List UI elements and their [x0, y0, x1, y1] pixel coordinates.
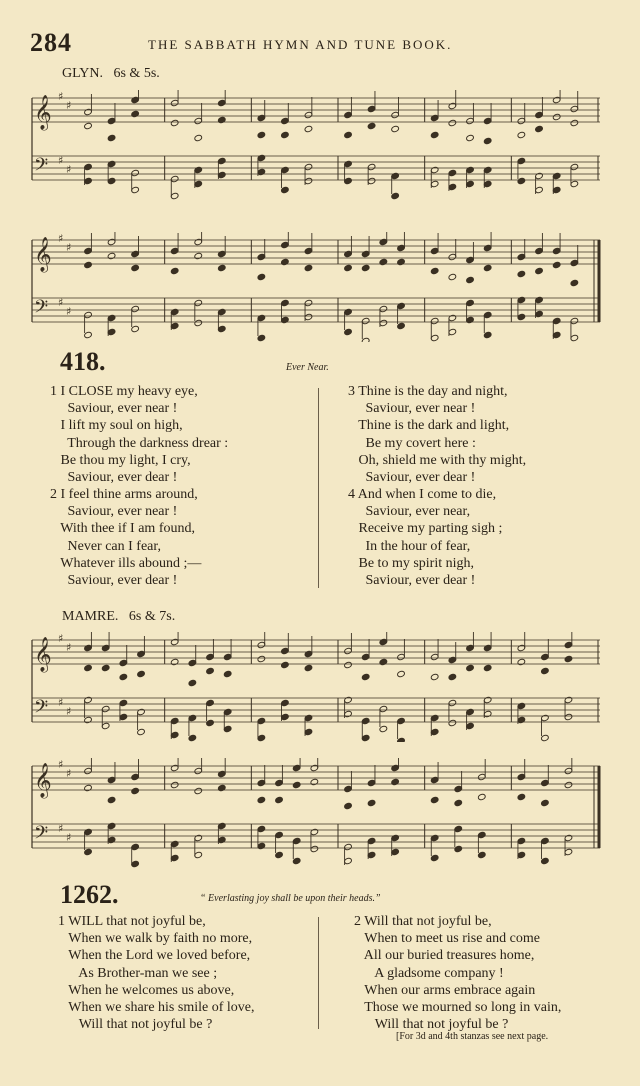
tune-meter: 6s & 7s. [128, 609, 176, 624]
footnote: [For 3d and 4th stanzas see next page. [396, 1031, 549, 1042]
music-system [28, 632, 604, 742]
svg-text:♯: ♯ [58, 632, 64, 645]
svg-text:♯: ♯ [66, 163, 72, 176]
svg-text:♯: ♯ [58, 696, 64, 709]
svg-text:♯: ♯ [66, 767, 72, 780]
svg-text:♯: ♯ [66, 241, 72, 254]
music-system [28, 758, 604, 868]
hymn-epigraph: “ Everlasting joy shall be upon their heads.” [200, 893, 381, 904]
svg-text:♯: ♯ [66, 641, 72, 654]
stanza: 3 Thine is the day and night, Saviour, ever near ! Thine is the dark and light, Be my covert here : Oh, shield me with thy might, Saviour, ever dear ! [348, 384, 527, 486]
svg-text:♯: ♯ [58, 822, 64, 835]
hymn-number: 1262. [60, 880, 119, 909]
svg-text:♯: ♯ [58, 232, 64, 245]
stanza: 2 I feel thine arms around, Saviour, ever near ! With thee if I am found, Never can I fear, Whatever ills abound ;— Saviour, ever dear ! [50, 487, 202, 589]
hymn-number: 418. [60, 347, 106, 376]
svg-text:♯: ♯ [58, 758, 64, 771]
hymn-title: Ever Near. [286, 362, 329, 373]
svg-text:♯: ♯ [66, 305, 72, 318]
stanza: 2 Will that not joyful be, When to meet us rise and come All our buried treasures home, A gladsome company ! When our arms embrace again Those we mourned so long in vain, Will that not joyful be ? [354, 914, 562, 1033]
svg-text:♯: ♯ [58, 154, 64, 167]
column-divider [318, 388, 319, 588]
svg-text:𝄞: 𝄞 [34, 95, 52, 130]
svg-text:♯: ♯ [66, 99, 72, 112]
svg-text:𝄢: 𝄢 [34, 823, 49, 848]
tune-meter: 6s & 5s. [113, 66, 160, 81]
tune-title-glyn [62, 66, 160, 82]
music-system [28, 90, 604, 200]
svg-text:♯: ♯ [58, 90, 64, 103]
svg-text:𝄢: 𝄢 [34, 697, 49, 722]
svg-text:𝄞: 𝄞 [34, 763, 52, 798]
stanza: 4 And when I come to die, Saviour, ever near, Receive my parting sigh ; In the hour of fear, Be to my spirit nigh, Saviour, ever dear ! [348, 487, 503, 589]
svg-text:𝄞: 𝄞 [34, 237, 52, 272]
tune-title-mamre [62, 609, 175, 625]
column-divider [318, 917, 319, 1029]
svg-text:𝄢: 𝄢 [34, 297, 49, 322]
svg-text:𝄢: 𝄢 [34, 155, 49, 180]
stanza: 1 I CLOSE my heavy eye, Saviour, ever near ! I lift my soul on high, Through the darkness drear : Be thou my light, I cry, Saviour, ever dear ! [50, 384, 229, 486]
music-system [28, 232, 604, 342]
page-number: 284 [30, 28, 72, 57]
tune-name: MAMRE. [62, 609, 119, 624]
stanza: 1 WILL that not joyful be, When we walk by faith no more, When the Lord we loved before, As Brother-man we see ; When he welcomes us above, When we share his smile of love, Will that not joyful be ? [58, 914, 255, 1033]
svg-text:♯: ♯ [66, 831, 72, 844]
tune-name: GLYN. [62, 66, 103, 81]
svg-text:♯: ♯ [66, 705, 72, 718]
svg-text:𝄞: 𝄞 [34, 637, 52, 672]
running-title: THE SABBATH HYMN AND TUNE BOOK. [148, 37, 453, 52]
svg-text:♯: ♯ [58, 296, 64, 309]
